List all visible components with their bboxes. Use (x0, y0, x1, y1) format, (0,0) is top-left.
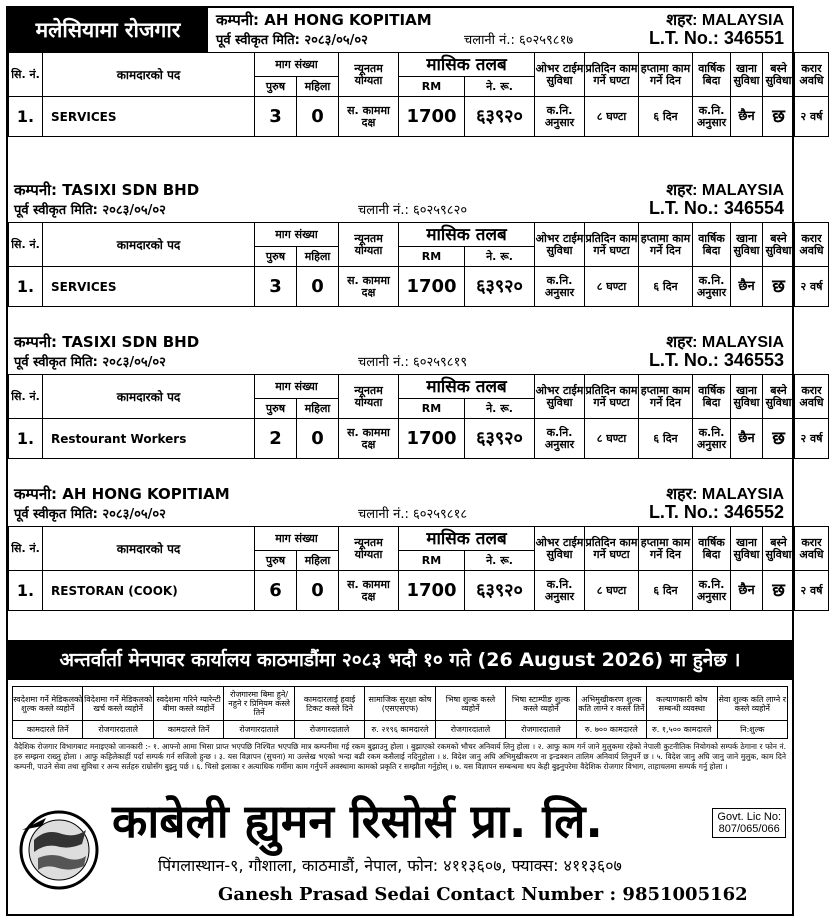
department-notes: वैदेशिक रोजगार विभागबाट मनाइएको जानकारी :- १. आफ्नो आमा भिसा प्राप्त भएपछि निश्चित भएपछि मात्र कम्पनीमा गई रकम बुझाउनु होला । बुझाएको रकमको भौचर अनिवार्य लिनु होला । २. आफु काम गर्न जाने मुलुकमा रहेको नेपाली कुटनीतिक नियोगको सम्पर्क ठेगाना र फोन नं. हरु सम्झना राख्नु होला । आफु कहिलेकाहीं पर्दा सम्पर्क गर्न सजिलो हुन्छ । ३. यस विज्ञापन (सुचना) मा उल्लेख भएको भन्दा बढी रकम कसैलाई नदिनुहोला । ४. विदेश जानु अघि अभिमुखीकरण ना इन्डक्शन तालिम अनिवार्य लिनुपर्ने छ । ५. विदेश जानु अघि जानु जाने मुलुक, काम दिने कम्पनी, पाउने सेवा तथा सुविधा र अन्य सर्तहरु राम्रोसँग बुझ्नु पर्छ । ६. चिसो इलाका र अत्याधिक गर्मीमा काम गर्नुपर्ने अवस्थामा कामको प्रकृति र सम्झौता गर्नुहोस् । ७. यस विज्ञापन सम्बन्धमा थप केही बुझ्नुपरेमा वैदेशिक रोजगार विभाग, ताहाचलमा सम्पर्क गर्नु होला । (14, 742, 786, 771)
agency-address: पिंगलास्थान-९, गौशाला, काठमाडौं, नेपाल, फोन: ४११३६०७, फ्याक्स: ४११३६०७ (158, 856, 622, 875)
row-female: 0 (297, 571, 339, 611)
company-name: कम्पनी: AH HONG KOPITIAM (216, 11, 432, 29)
row-leave: क.नि. अनुसार (693, 97, 731, 137)
fee-value: रोजगारदाताले (294, 721, 364, 739)
row-days: ६ दिन (639, 267, 693, 307)
header-npr: ने. रू. (465, 247, 535, 267)
row-qualification: स. काममा दक्ष (339, 419, 399, 459)
row-accommodation: छ (763, 97, 795, 137)
header-sn: सि. नं. (9, 527, 43, 571)
fee-value: रोजगारदाताले (83, 721, 153, 739)
row-contract: २ वर्ष (795, 571, 829, 611)
fee-value: कामदारले तिर्ने (153, 721, 223, 739)
advertisement-page (6, 6, 824, 916)
row-days: ६ दिन (639, 419, 693, 459)
header-position: कामदारको पद (43, 527, 255, 571)
chalani-number: चलानी नं.: ६०२५९८१७ (464, 33, 574, 48)
fee-header: भिषा स्टाम्पीङ शुल्क कस्ले व्यहोर्ने (506, 687, 576, 721)
row-overtime: क.नि. अनुसार (535, 419, 585, 459)
row-npr: ६३९२० (465, 97, 535, 137)
header-overtime: ओभर टाईम सुविधा (535, 53, 585, 97)
job-header (8, 178, 792, 222)
row-accommodation: छ (763, 571, 795, 611)
header-npr: ने. रू. (465, 77, 535, 97)
header-contract: करार अवधि (795, 375, 829, 419)
header-contract: करार अवधि (795, 53, 829, 97)
fees-table (12, 686, 788, 739)
approval-date: पूर्व स्वीकृत मिति: २०८३/०५/०२ (216, 33, 368, 48)
header-food: खाना सुविधा (731, 375, 763, 419)
fee-value: रोजगारदाताले (506, 721, 576, 739)
row-sn: 1. (9, 419, 43, 459)
job-block (8, 8, 824, 137)
header-salary: मासिक तलब (399, 53, 535, 77)
job-block (8, 178, 824, 307)
row-npr: ६३९२० (465, 419, 535, 459)
agency-contact: Ganesh Prasad Sedai Contact Number : 9851005162 (218, 884, 748, 905)
agency-footer (8, 788, 792, 914)
header-position: कामदारको पद (43, 375, 255, 419)
row-contract: २ वर्ष (795, 419, 829, 459)
row-food: छैन (731, 571, 763, 611)
approval-date: पूर्व स्वीकृत मिति: २०८३/०५/०२ (14, 203, 166, 218)
row-sn: 1. (9, 267, 43, 307)
header-contract: करार अवधि (795, 223, 829, 267)
header-annual-leave: वार्षिक बिदा (693, 53, 731, 97)
table-row (9, 97, 829, 137)
row-male: 6 (255, 571, 297, 611)
row-rm: 1700 (399, 571, 465, 611)
header-contract: करार अवधि (795, 527, 829, 571)
table-row (9, 571, 829, 611)
city: शहर: MALAYSIA (666, 182, 784, 199)
fee-value: रु. २१९६ कामदारले (365, 721, 435, 739)
header-female: महिला (297, 247, 339, 267)
govt-license-number: 807/065/066 (718, 823, 780, 835)
row-food: छैन (731, 419, 763, 459)
row-rm: 1700 (399, 267, 465, 307)
header-qualification: न्यूनतम योग्यता (339, 527, 399, 571)
city: शहर: MALAYSIA (666, 12, 784, 29)
row-overtime: क.नि. अनुसार (535, 267, 585, 307)
job-table (8, 526, 829, 611)
header-annual-leave: वार्षिक बिदा (693, 527, 731, 571)
fee-header: सेवा शुल्क कति लाग्ने र कस्ले व्यहोर्ने (717, 687, 787, 721)
header-weekly-days: हप्तामा काम गर्ने दिन (639, 223, 693, 267)
row-position: Restourant Workers (43, 419, 255, 459)
row-sn: 1. (9, 571, 43, 611)
row-hours: ८ घण्टा (585, 97, 639, 137)
fee-header: सामाजिक सुरक्षा कोष (एसएसएफ) (365, 687, 435, 721)
approval-date: पूर्व स्वीकृत मिति: २०८३/०५/०२ (14, 507, 166, 522)
header-female: महिला (297, 399, 339, 419)
header-weekly-days: हप्तामा काम गर्ने दिन (639, 53, 693, 97)
chalani-number: चलानी नं.: ६०२५९८१९ (358, 355, 468, 370)
row-food: छैन (731, 97, 763, 137)
fee-header: कामदारलाई हवाई टिकट कस्ले दिने (294, 687, 364, 721)
job-block (8, 482, 824, 611)
row-rm: 1700 (399, 97, 465, 137)
job-header (8, 482, 792, 526)
header-male: पुरुष (255, 551, 297, 571)
header-food: खाना सुविधा (731, 223, 763, 267)
fee-value: नि:शुल्क (717, 721, 787, 739)
company-name: कम्पनी: TASIXI SDN BHD (14, 333, 200, 351)
header-weekly-days: हप्तामा काम गर्ने दिन (639, 375, 693, 419)
company-name: कम्पनी: TASIXI SDN BHD (14, 181, 200, 199)
job-table (8, 374, 829, 459)
row-overtime: क.नि. अनुसार (535, 571, 585, 611)
fee-header: अभिमुखीकरण शुल्क कति लाग्ने र कस्ले तिर्ने (576, 687, 646, 721)
header-annual-leave: वार्षिक बिदा (693, 375, 731, 419)
header-position: कामदारको पद (43, 53, 255, 97)
header-demand: माग संख्या (255, 223, 339, 247)
lt-number: L.T. No.: 346551 (648, 28, 784, 48)
lt-number: L.T. No.: 346553 (648, 350, 784, 370)
header-food: खाना सुविधा (731, 527, 763, 571)
row-overtime: क.नि. अनुसार (535, 97, 585, 137)
header-daily-hours: प्रतिदिन काम गर्ने घण्टा (585, 375, 639, 419)
row-contract: २ वर्ष (795, 97, 829, 137)
row-npr: ६३९२० (465, 267, 535, 307)
city: शहर: MALAYSIA (666, 486, 784, 503)
row-male: 2 (255, 419, 297, 459)
row-npr: ६३९२० (465, 571, 535, 611)
row-male: 3 (255, 97, 297, 137)
fee-header: स्वदेशमा गरिने ग्यारेन्टी बीमा कस्ले व्यहोर्ने (153, 687, 223, 721)
header-demand: माग संख्या (255, 375, 339, 399)
header-overtime: ओभर टाईम सुविधा (535, 527, 585, 571)
header-overtime: ओभर टाईम सुविधा (535, 223, 585, 267)
header-female: महिला (297, 551, 339, 571)
header-accommodation: बस्ने सुविधा (763, 375, 795, 419)
header-male: पुरुष (255, 77, 297, 97)
header-demand: माग संख्या (255, 53, 339, 77)
row-position: SERVICES (43, 97, 255, 137)
govt-license (712, 808, 786, 838)
city: शहर: MALAYSIA (666, 334, 784, 351)
header-sn: सि. नं. (9, 53, 43, 97)
fee-header: स्वदेशमा गर्ने मेडिकलको शुल्क कस्ले व्यहोर्ने (13, 687, 83, 721)
header-male: पुरुष (255, 399, 297, 419)
row-male: 3 (255, 267, 297, 307)
header-accommodation: बस्ने सुविधा (763, 223, 795, 267)
row-qualification: स. काममा दक्ष (339, 97, 399, 137)
row-qualification: स. काममा दक्ष (339, 267, 399, 307)
fee-header: रोजगारमा बिमा हुने/नहुने र प्रिमियम कस्ले तिर्ने (224, 687, 294, 721)
table-row (9, 419, 829, 459)
row-contract: २ वर्ष (795, 267, 829, 307)
header-rm: RM (399, 77, 465, 97)
company-name: कम्पनी: AH HONG KOPITIAM (14, 485, 230, 503)
row-hours: ८ घण्टा (585, 419, 639, 459)
row-female: 0 (297, 267, 339, 307)
fee-header: कल्याणकारी कोष सम्बन्धी व्यवस्था (647, 687, 717, 721)
row-leave: क.नि. अनुसार (693, 267, 731, 307)
header-weekly-days: हप्तामा काम गर्ने दिन (639, 527, 693, 571)
header-qualification: न्यूनतम योग्यता (339, 375, 399, 419)
agency-name: काबेली ह्युमन रिसोर्स प्रा. लि. (112, 794, 603, 848)
header-demand: माग संख्या (255, 527, 339, 551)
fee-header: विदेशमा गर्ने मेडिकलको खर्च कस्ले व्यहोर्ने (83, 687, 153, 721)
header-sn: सि. नं. (9, 375, 43, 419)
row-accommodation: छ (763, 267, 795, 307)
table-row (9, 267, 829, 307)
row-female: 0 (297, 97, 339, 137)
header-rm: RM (399, 247, 465, 267)
row-female: 0 (297, 419, 339, 459)
row-accommodation: छ (763, 419, 795, 459)
row-sn: 1. (9, 97, 43, 137)
row-position: SERVICES (43, 267, 255, 307)
header-npr: ने. रू. (465, 551, 535, 571)
row-leave: क.नि. अनुसार (693, 571, 731, 611)
header-annual-leave: वार्षिक बिदा (693, 223, 731, 267)
job-header (8, 330, 792, 374)
lt-number: L.T. No.: 346552 (648, 502, 784, 522)
header-salary: मासिक तलब (399, 375, 535, 399)
header-overtime: ओभर टाईम सुविधा (535, 375, 585, 419)
header-daily-hours: प्रतिदिन काम गर्ने घण्टा (585, 527, 639, 571)
row-leave: क.नि. अनुसार (693, 419, 731, 459)
header-male: पुरुष (255, 247, 297, 267)
chalani-number: चलानी नं.: ६०२५९८१८ (358, 507, 468, 522)
interview-banner: अन्तर्वार्ता मेनपावर कार्यालय काठमाडौंमा २०८३ भदौ १० गते (26 August 2026) मा हुनेछ । (8, 640, 792, 680)
job-block (8, 330, 824, 459)
row-hours: ८ घण्टा (585, 571, 639, 611)
header-accommodation: बस्ने सुविधा (763, 527, 795, 571)
job-header (8, 8, 792, 52)
header-daily-hours: प्रतिदिन काम गर्ने घण्टा (585, 223, 639, 267)
fee-value: रु. ७०० कामदारले (576, 721, 646, 739)
lt-number: L.T. No.: 346554 (648, 198, 784, 218)
job-table (8, 222, 829, 307)
agency-logo-icon (16, 800, 102, 900)
header-salary: मासिक तलब (399, 223, 535, 247)
fee-header: भिषा शुल्क कस्ले व्यहोर्ने (435, 687, 505, 721)
chalani-number: चलानी नं.: ६०२५९८२० (358, 203, 468, 218)
row-qualification: स. काममा दक्ष (339, 571, 399, 611)
header-npr: ने. रू. (465, 399, 535, 419)
header-female: महिला (297, 77, 339, 97)
header-daily-hours: प्रतिदिन काम गर्ने घण्टा (585, 53, 639, 97)
header-accommodation: बस्ने सुविधा (763, 53, 795, 97)
row-hours: ८ घण्टा (585, 267, 639, 307)
fee-value: रोजगारदाताले (224, 721, 294, 739)
row-days: ६ दिन (639, 571, 693, 611)
header-rm: RM (399, 551, 465, 571)
row-rm: 1700 (399, 419, 465, 459)
header-salary: मासिक तलब (399, 527, 535, 551)
banner-title: मलेसियामा रोजगार (8, 8, 208, 52)
row-food: छैन (731, 267, 763, 307)
header-sn: सि. नं. (9, 223, 43, 267)
fee-value: रोजगारदाताले (435, 721, 505, 739)
header-qualification: न्यूनतम योग्यता (339, 223, 399, 267)
fee-value: कामदारले तिर्ने (13, 721, 83, 739)
fee-value: रु. १,५०० कामदारले (647, 721, 717, 739)
header-rm: RM (399, 399, 465, 419)
header-qualification: न्यूनतम योग्यता (339, 53, 399, 97)
header-position: कामदारको पद (43, 223, 255, 267)
row-days: ६ दिन (639, 97, 693, 137)
header-food: खाना सुविधा (731, 53, 763, 97)
approval-date: पूर्व स्वीकृत मिति: २०८३/०५/०२ (14, 355, 166, 370)
job-table (8, 52, 829, 137)
govt-license-label: Govt. Lic No: (717, 811, 781, 823)
row-position: RESTORAN (COOK) (43, 571, 255, 611)
